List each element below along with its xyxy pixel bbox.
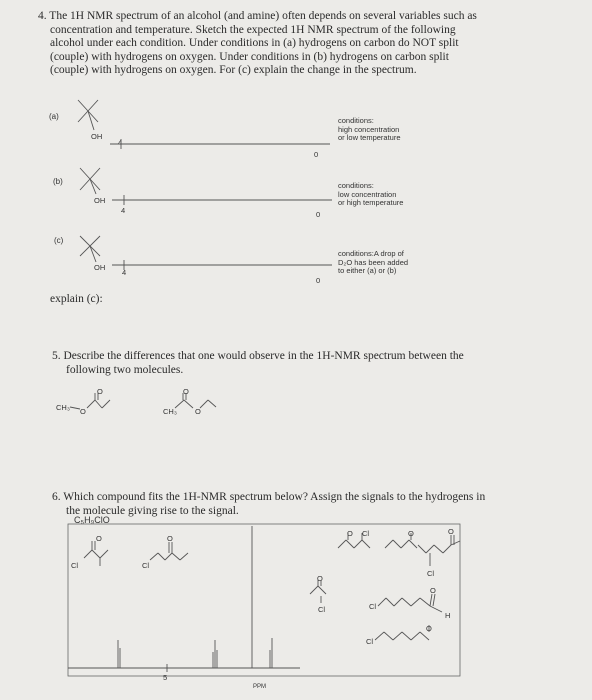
- part-c-label: (c): [54, 236, 64, 245]
- spectrum-tick-5-label: 5: [163, 673, 168, 682]
- question-4-line-4: (couple) with hydrogens on oxygen. Under conditions in (b) hydrogens on carbon split: [50, 50, 449, 63]
- candidate-structure-4: [385, 533, 417, 548]
- part-a-conditions: conditions: high concentration or low temperature: [338, 116, 401, 142]
- candidate-1-cl-label: Cl: [71, 561, 79, 570]
- question-4-number: 4.: [38, 10, 47, 22]
- candidate-structure-5: [418, 535, 460, 566]
- question-6-number: 6.: [52, 491, 61, 503]
- part-b-axis-right-label: 0: [316, 210, 321, 219]
- ester-1-ch3-label: CH₃: [56, 403, 70, 412]
- ester-1-skeleton: [70, 393, 110, 409]
- part-b-conditions: conditions: low concentration or high temperature: [338, 181, 404, 207]
- candidate-structure-1: [84, 541, 108, 566]
- ester-1-o-label: O: [80, 407, 86, 416]
- candidate-2-cl-label: Cl: [142, 561, 150, 570]
- candidate-structure-3: [338, 533, 370, 548]
- spectrum-ppm-label: PPM: [253, 684, 267, 690]
- candidate-2-o-label: O: [167, 534, 173, 543]
- ester-2-ch3-label: CH₃: [163, 407, 177, 416]
- candidate-1-o-label: O: [96, 534, 102, 543]
- part-b-label: (b): [53, 177, 63, 186]
- part-c-axis: [112, 260, 332, 270]
- question-4-line-2: concentration and temperature. Sketch the expected 1H NMR spectrum of the following: [50, 23, 456, 36]
- part-c-axis-left-label: 4: [122, 268, 127, 277]
- question-6-line-2: the molecule giving rise to the signal.: [66, 504, 239, 517]
- question-6-line-1: Which compound fits the 1H-NMR spectrum below? Assign the signals to the hydrogens in: [63, 491, 486, 503]
- part-b-axis-left-label: 4: [121, 206, 126, 215]
- candidate-structure-6: [310, 580, 326, 603]
- candidate-structure-2: [150, 542, 188, 560]
- candidate-8-o-label: O: [426, 624, 432, 633]
- part-a-axis-left-label: 4: [118, 138, 123, 147]
- part-c-axis-right-label: 0: [316, 276, 321, 285]
- candidate-structure-7: [378, 594, 442, 612]
- candidate-3-cl-label: Cl: [362, 529, 370, 538]
- ester-2-o-label: O: [195, 407, 201, 416]
- spectrum-peaks: [118, 638, 272, 668]
- candidate-5-o-label: O: [448, 527, 454, 536]
- candidate-7-o-label: O: [430, 586, 436, 595]
- spectrum-frame: [68, 524, 460, 676]
- part-a-molecule: [78, 100, 98, 130]
- question-5-number: 5.: [52, 350, 61, 362]
- part-c-oh-label: OH: [94, 263, 106, 272]
- question-5-line-1: Describe the differences that one would observe in the 1H-NMR spectrum between the: [63, 350, 464, 362]
- candidate-7-cl-label: Cl: [369, 602, 377, 611]
- part-a-oh-label: OH: [91, 132, 103, 141]
- question-4-line-3: alcohol under each condition. Under conditions in (a) hydrogens on carbon do NOT split: [50, 37, 459, 49]
- question-4-line-5: (couple) with hydrogens on oxygen. For (c) explain the change in the spectrum.: [50, 64, 417, 76]
- part-b-molecule: [80, 168, 100, 194]
- part-a-axis-right-label: 0: [314, 150, 319, 159]
- candidate-6-o-label: O: [317, 574, 323, 583]
- candidate-6-cl-label: Cl: [318, 605, 326, 614]
- ester-2-carbonyl-o-label: O: [183, 387, 189, 396]
- candidate-3-o-label: O: [347, 529, 353, 538]
- candidate-structure-8: [375, 625, 429, 640]
- part-a-axis: [110, 139, 330, 149]
- question-4-line-1: The 1H NMR spectrum of an alcohol (and amine) often depends on several variables such as: [49, 10, 477, 22]
- question-5-line-2: following two molecules.: [66, 363, 184, 376]
- candidate-7-h-label: H: [445, 611, 451, 620]
- part-b-axis: [112, 195, 332, 205]
- candidate-8-cl-label: Cl: [366, 637, 374, 646]
- candidate-5-cl-label: Cl: [427, 569, 435, 578]
- part-b-oh-label: OH: [94, 196, 106, 205]
- molecular-formula: C₅H₉ClO: [74, 515, 110, 525]
- part-c-molecule: [80, 236, 100, 262]
- explain-c-label: explain (c):: [50, 293, 103, 305]
- candidate-4-o-label: O: [408, 529, 414, 538]
- ester-1-carbonyl-o-label: O: [97, 387, 103, 396]
- ester-2-skeleton: [175, 393, 216, 408]
- part-a-label: (a): [49, 112, 59, 121]
- part-c-conditions: conditions:A drop of D₂O has been added to either (a) or (b): [338, 249, 409, 275]
